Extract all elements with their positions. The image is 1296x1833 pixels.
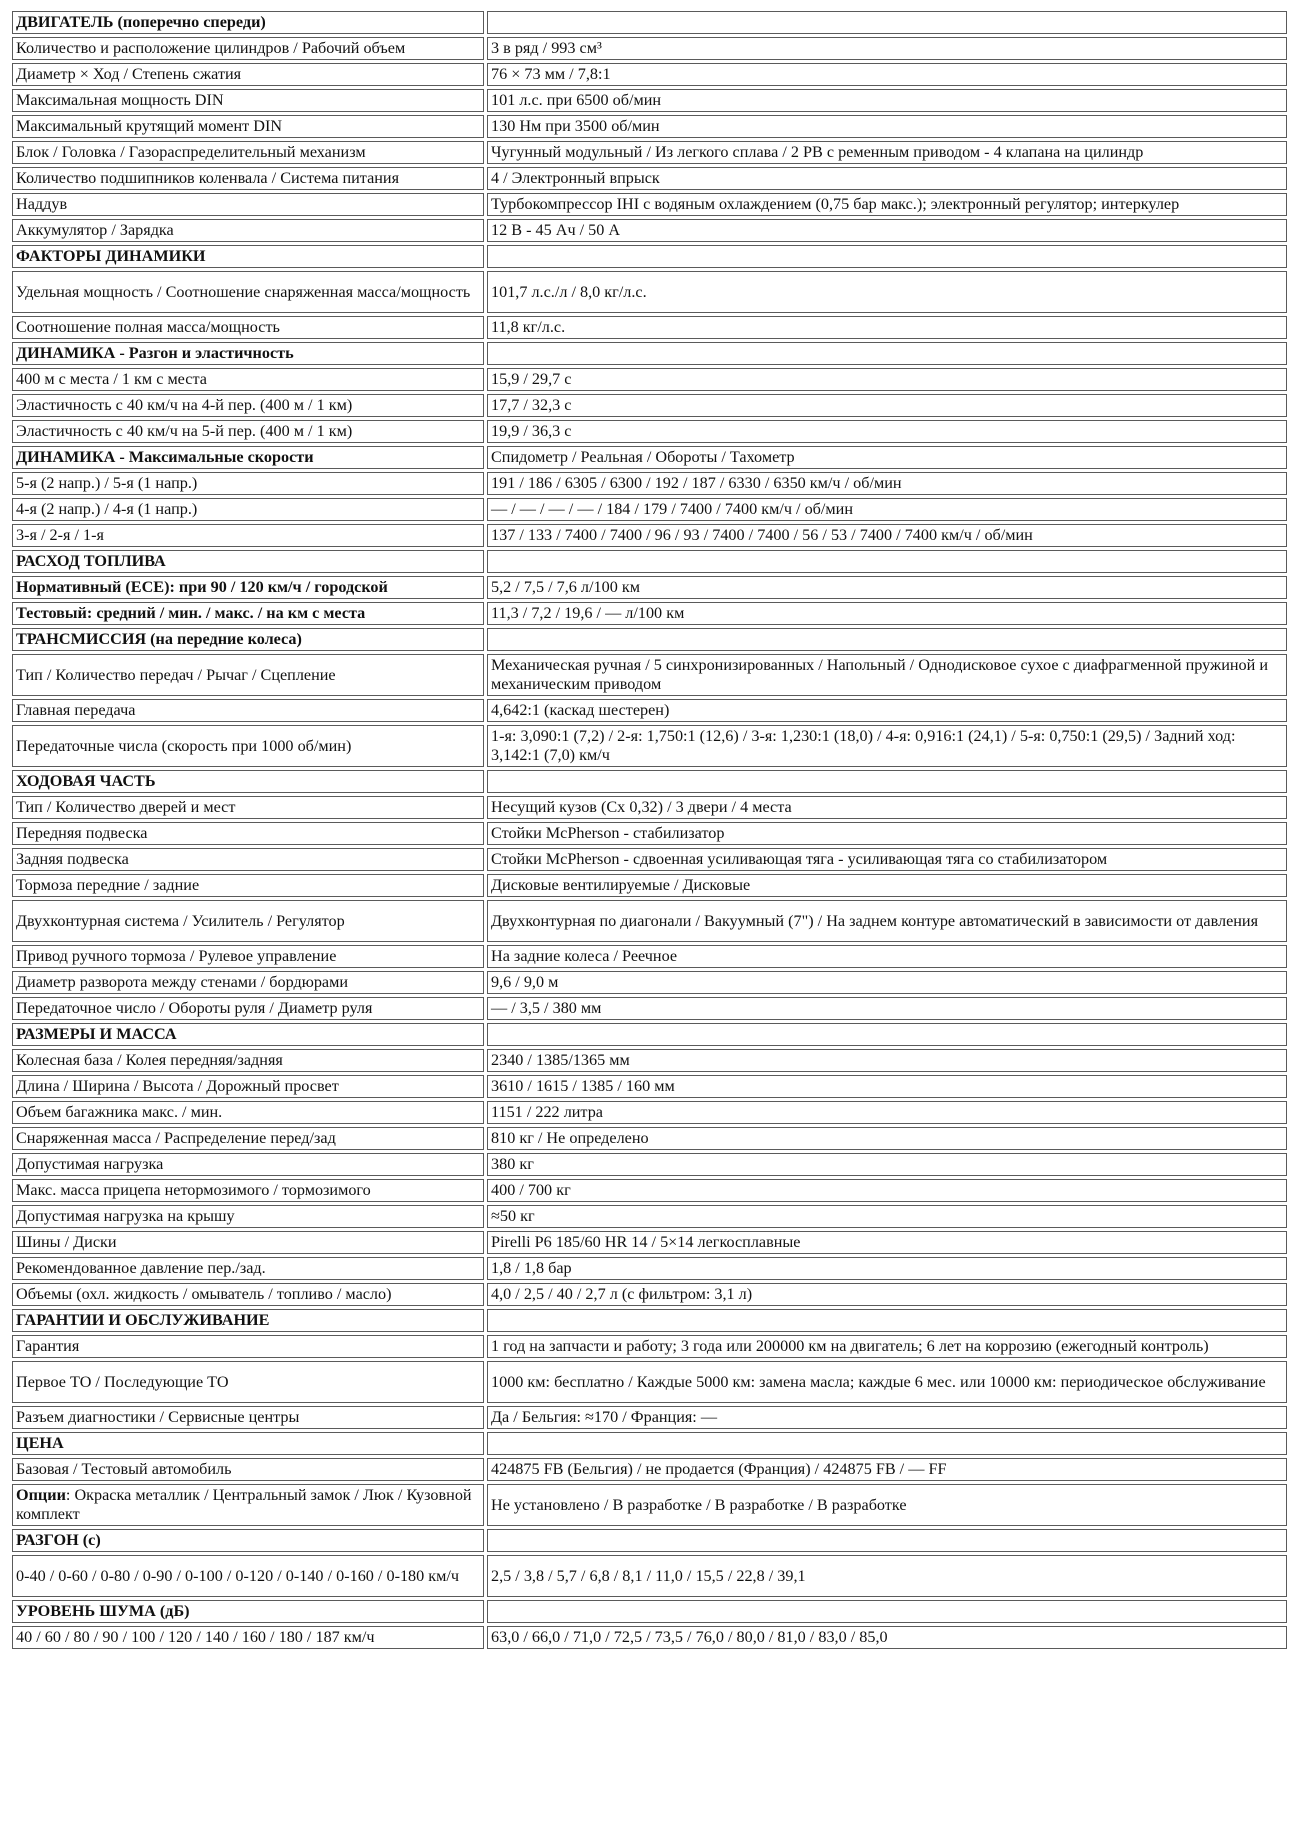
table-row [12,699,1287,722]
spec-label: Диаметр разворота между стенами / бордюрами [12,971,484,994]
table-row [12,1049,1287,1072]
spec-value: 9,6 / 9,0 м [487,971,1287,994]
spec-value: — / 3,5 / 380 мм [487,997,1287,1020]
section-header-value [487,1432,1287,1455]
table-row [12,997,1287,1020]
spec-label [12,1484,484,1526]
spec-label: 0-40 / 0-60 / 0-80 / 0-90 / 0-100 / 0-120 / 0-140 / 0-160 / 0-180 км/ч [12,1555,484,1597]
table-row [12,848,1287,871]
table-row [12,1335,1287,1358]
spec-value: Стойки McPherson - сдвоенная усиливающая тяга - усиливающая тяга со стабилизатором [487,848,1287,871]
section-title: ДВИГАТЕЛЬ (поперечно спереди) [12,11,484,34]
spec-label: Эластичность с 40 км/ч на 4-й пер. (400 м / 1 км) [12,394,484,417]
section-header-value [487,245,1287,268]
spec-label: Рекомендованное давление пер./зад. [12,1257,484,1280]
spec-value: 400 / 700 кг [487,1179,1287,1202]
table-row [12,167,1287,190]
section-header-value [487,550,1287,573]
spec-label: 3-я / 2-я / 1-я [12,524,484,547]
spec-label: Задняя подвеска [12,848,484,871]
table-row [12,900,1287,942]
spec-label: Главная передача [12,699,484,722]
spec-value: Механическая ручная / 5 синхронизированных / Напольный / Однодисковое сухое с диафрагменной пружиной и механическим приводом [487,654,1287,696]
spec-label: Аккумулятор / Зарядка [12,219,484,242]
spec-label: Допустимая нагрузка [12,1153,484,1176]
spec-value: Pirelli P6 185/60 HR 14 / 5×14 легкосплавные [487,1231,1287,1254]
spec-value: 63,0 / 66,0 / 71,0 / 72,5 / 73,5 / 76,0 / 80,0 / 81,0 / 83,0 / 85,0 [487,1626,1287,1649]
table-row [12,1153,1287,1176]
section-header-row [12,245,1287,268]
spec-label: 40 / 60 / 80 / 90 / 100 / 120 / 140 / 160 / 180 / 187 км/ч [12,1626,484,1649]
table-row [12,316,1287,339]
spec-label: 5-я (2 напр.) / 5-я (1 напр.) [12,472,484,495]
table-row [12,1626,1287,1649]
spec-value: Дисковые вентилируемые / Дисковые [487,874,1287,897]
spec-value: Чугунный модульный / Из легкого сплава / 2 РВ с ременным приводом - 4 клапана на цилиндр [487,141,1287,164]
spec-label: Удельная мощность / Соотношение снаряженная масса/мощность [12,271,484,313]
section-header-row [12,770,1287,793]
spec-label: Соотношение полная масса/мощность [12,316,484,339]
table-row [12,1361,1287,1403]
table-row [12,576,1287,599]
table-row [12,1555,1287,1597]
table-row [12,472,1287,495]
table-row [12,193,1287,216]
spec-label: 400 м с места / 1 км с места [12,368,484,391]
spec-label: Максимальный крутящий момент DIN [12,115,484,138]
table-row [12,1283,1287,1306]
spec-label: Тип / Количество передач / Рычаг / Сцепление [12,654,484,696]
table-row [12,115,1287,138]
spec-value: 19,9 / 36,3 с [487,420,1287,443]
table-row [12,796,1287,819]
spec-label: Эластичность с 40 км/ч на 5-й пер. (400 м / 1 км) [12,420,484,443]
section-header-row [12,342,1287,365]
section-header-value [487,1600,1287,1623]
table-row [12,271,1287,313]
table-row [12,1179,1287,1202]
spec-label: Первое ТО / Последующие ТО [12,1361,484,1403]
spec-value: 4,642:1 (каскад шестерен) [487,699,1287,722]
section-header-value [487,628,1287,651]
spec-label: Максимальная мощность DIN [12,89,484,112]
table-row [12,1231,1287,1254]
spec-label-text: : Окраска металлик / Центральный замок / Люк / Кузовной комплект [16,1486,472,1523]
spec-label: Передаточные числа (скорость при 1000 об/мин) [12,725,484,767]
spec-label: Допустимая нагрузка на крышу [12,1205,484,1228]
section-header-row [12,446,1287,469]
spec-label: Блок / Головка / Газораспределительный механизм [12,141,484,164]
table-row [12,1127,1287,1150]
spec-value: Стойки McPherson - стабилизатор [487,822,1287,845]
table-row [12,971,1287,994]
spec-value: 3 в ряд / 993 см³ [487,37,1287,60]
table-row [12,394,1287,417]
table-row [12,1075,1287,1098]
section-header-value: Спидометр / Реальная / Обороты / Тахометр [487,446,1287,469]
spec-label: Колесная база / Колея передняя/задняя [12,1049,484,1072]
table-row [12,1205,1287,1228]
table-row [12,1406,1287,1429]
section-title: РАСХОД ТОПЛИВА [12,550,484,573]
section-header-row [12,1309,1287,1332]
table-row [12,63,1287,86]
section-header-value [487,1529,1287,1552]
spec-value: Не установлено / В разработке / В разработке / В разработке [487,1484,1287,1526]
spec-value: 191 / 186 / 6305 / 6300 / 192 / 187 / 6330 / 6350 км/ч / об/мин [487,472,1287,495]
table-row [12,524,1287,547]
spec-label: Диаметр × Ход / Степень сжатия [12,63,484,86]
table-row [12,1458,1287,1481]
table-row [12,822,1287,845]
table-row [12,368,1287,391]
section-header-row [12,1432,1287,1455]
table-row [12,1101,1287,1124]
spec-label: Привод ручного тормоза / Рулевое управление [12,945,484,968]
section-header-row [12,11,1287,34]
section-header-value [487,1023,1287,1046]
spec-label: Длина / Ширина / Высота / Дорожный просвет [12,1075,484,1098]
spec-value: 11,3 / 7,2 / 19,6 / — л/100 км [487,602,1287,625]
section-title: ФАКТОРЫ ДИНАМИКИ [12,245,484,268]
spec-label: Двухконтурная система / Усилитель / Регулятор [12,900,484,942]
section-header-value [487,342,1287,365]
table-row [12,725,1287,767]
spec-value: 810 кг / Не определено [487,1127,1287,1150]
section-title: ТРАНСМИССИЯ (на передние колеса) [12,628,484,651]
section-title: ЦЕНА [12,1432,484,1455]
spec-label: Тестовый: средний / мин. / макс. / на км с места [12,602,484,625]
spec-label-bold: Опции [16,1486,66,1504]
spec-value: 1 год на запчасти и работу; 3 года или 200000 км на двигатель; 6 лет на коррозию (ежегодный контроль) [487,1335,1287,1358]
spec-value: 3610 / 1615 / 1385 / 160 мм [487,1075,1287,1098]
spec-label: Количество и расположение цилиндров / Рабочий объем [12,37,484,60]
spec-value: 130 Нм при 3500 об/мин [487,115,1287,138]
section-header-row [12,1023,1287,1046]
spec-value: 17,7 / 32,3 с [487,394,1287,417]
table-row [12,654,1287,696]
spec-value: 5,2 / 7,5 / 7,6 л/100 км [487,576,1287,599]
spec-value: 12 В - 45 Ач / 50 А [487,219,1287,242]
spec-value: 1,8 / 1,8 бар [487,1257,1287,1280]
spec-label: Нормативный (ECE): при 90 / 120 км/ч / городской [12,576,484,599]
section-header-value [487,1309,1287,1332]
section-title: РАЗМЕРЫ И МАССА [12,1023,484,1046]
table-row [12,1484,1287,1526]
spec-value: Несущий кузов (Cx 0,32) / 3 двери / 4 места [487,796,1287,819]
table-row [12,945,1287,968]
spec-value: Двухконтурная по диагонали / Вакуумный (7") / На заднем контуре автоматический в зависимости от давления [487,900,1287,942]
section-header-row [12,628,1287,651]
section-title: УРОВЕНЬ ШУМА (дБ) [12,1600,484,1623]
spec-label: Количество подшипников коленвала / Система питания [12,167,484,190]
spec-label: 4-я (2 напр.) / 4-я (1 напр.) [12,498,484,521]
spec-value: 15,9 / 29,7 с [487,368,1287,391]
section-title: РАЗГОН (с) [12,1529,484,1552]
spec-value: 4 / Электронный впрыск [487,167,1287,190]
spec-label: Разъем диагностики / Сервисные центры [12,1406,484,1429]
table-row [12,602,1287,625]
table-row [12,141,1287,164]
spec-value: 101 л.с. при 6500 об/мин [487,89,1287,112]
section-title: ГАРАНТИИ И ОБСЛУЖИВАНИЕ [12,1309,484,1332]
spec-label: Передаточное число / Обороты руля / Диаметр руля [12,997,484,1020]
spec-label: Тип / Количество дверей и мест [12,796,484,819]
section-header-value [487,11,1287,34]
spec-sheet [9,8,1287,1652]
spec-value: 424875 FB (Бельгия) / не продается (Франция) / 424875 FB / — FF [487,1458,1287,1481]
spec-value: Турбокомпрессор IHI с водяным охлаждением (0,75 бар макс.); электронный регулятор; интеркулер [487,193,1287,216]
spec-value: 76 × 73 мм / 7,8:1 [487,63,1287,86]
spec-value: 4,0 / 2,5 / 40 / 2,7 л (с фильтром: 3,1 л) [487,1283,1287,1306]
spec-value: 101,7 л.с./л / 8,0 кг/л.с. [487,271,1287,313]
spec-value: 1151 / 222 литра [487,1101,1287,1124]
spec-value: — / — / — / — / 184 / 179 / 7400 / 7400 км/ч / об/мин [487,498,1287,521]
spec-label: Шины / Диски [12,1231,484,1254]
spec-label: Тормоза передние / задние [12,874,484,897]
spec-value: 137 / 133 / 7400 / 7400 / 96 / 93 / 7400 / 7400 / 56 / 53 / 7400 / 7400 км/ч / об/мин [487,524,1287,547]
section-header-row [12,1529,1287,1552]
table-row [12,420,1287,443]
section-header-value [487,770,1287,793]
spec-value: 1000 км: бесплатно / Каждые 5000 км: замена масла; каждые 6 мес. или 10000 км: периодическое обслуживание [487,1361,1287,1403]
specifications-table [9,8,1290,1652]
spec-value: ≈50 кг [487,1205,1287,1228]
spec-label: Снаряженная масса / Распределение перед/зад [12,1127,484,1150]
section-title: ХОДОВАЯ ЧАСТЬ [12,770,484,793]
section-header-row [12,1600,1287,1623]
spec-value: 2,5 / 3,8 / 5,7 / 6,8 / 8,1 / 11,0 / 15,5 / 22,8 / 39,1 [487,1555,1287,1597]
table-row [12,498,1287,521]
table-row [12,37,1287,60]
spec-label: Объемы (охл. жидкость / омыватель / топливо / масло) [12,1283,484,1306]
spec-label: Объем багажника макс. / мин. [12,1101,484,1124]
spec-value: 1-я: 3,090:1 (7,2) / 2-я: 1,750:1 (12,6) / 3-я: 1,230:1 (18,0) / 4-я: 0,916:1 (24,1) / 5-я: 0,750:1 (29,5) / Задний ход: 3,142:1 (7,0) км/ч [487,725,1287,767]
table-row [12,1257,1287,1280]
spec-label: Макс. масса прицепа нетормозимого / тормозимого [12,1179,484,1202]
section-title: ДИНАМИКА - Максимальные скорости [12,446,484,469]
spec-value: 380 кг [487,1153,1287,1176]
spec-label: Передняя подвеска [12,822,484,845]
section-title: ДИНАМИКА - Разгон и эластичность [12,342,484,365]
spec-value: На задние колеса / Реечное [487,945,1287,968]
table-row [12,874,1287,897]
spec-value: 2340 / 1385/1365 мм [487,1049,1287,1072]
table-row [12,219,1287,242]
spec-value: 11,8 кг/л.с. [487,316,1287,339]
spec-value: Да / Бельгия: ≈170 / Франция: — [487,1406,1287,1429]
table-row [12,89,1287,112]
spec-label: Гарантия [12,1335,484,1358]
spec-label: Наддув [12,193,484,216]
spec-label: Базовая / Тестовый автомобиль [12,1458,484,1481]
section-header-row [12,550,1287,573]
